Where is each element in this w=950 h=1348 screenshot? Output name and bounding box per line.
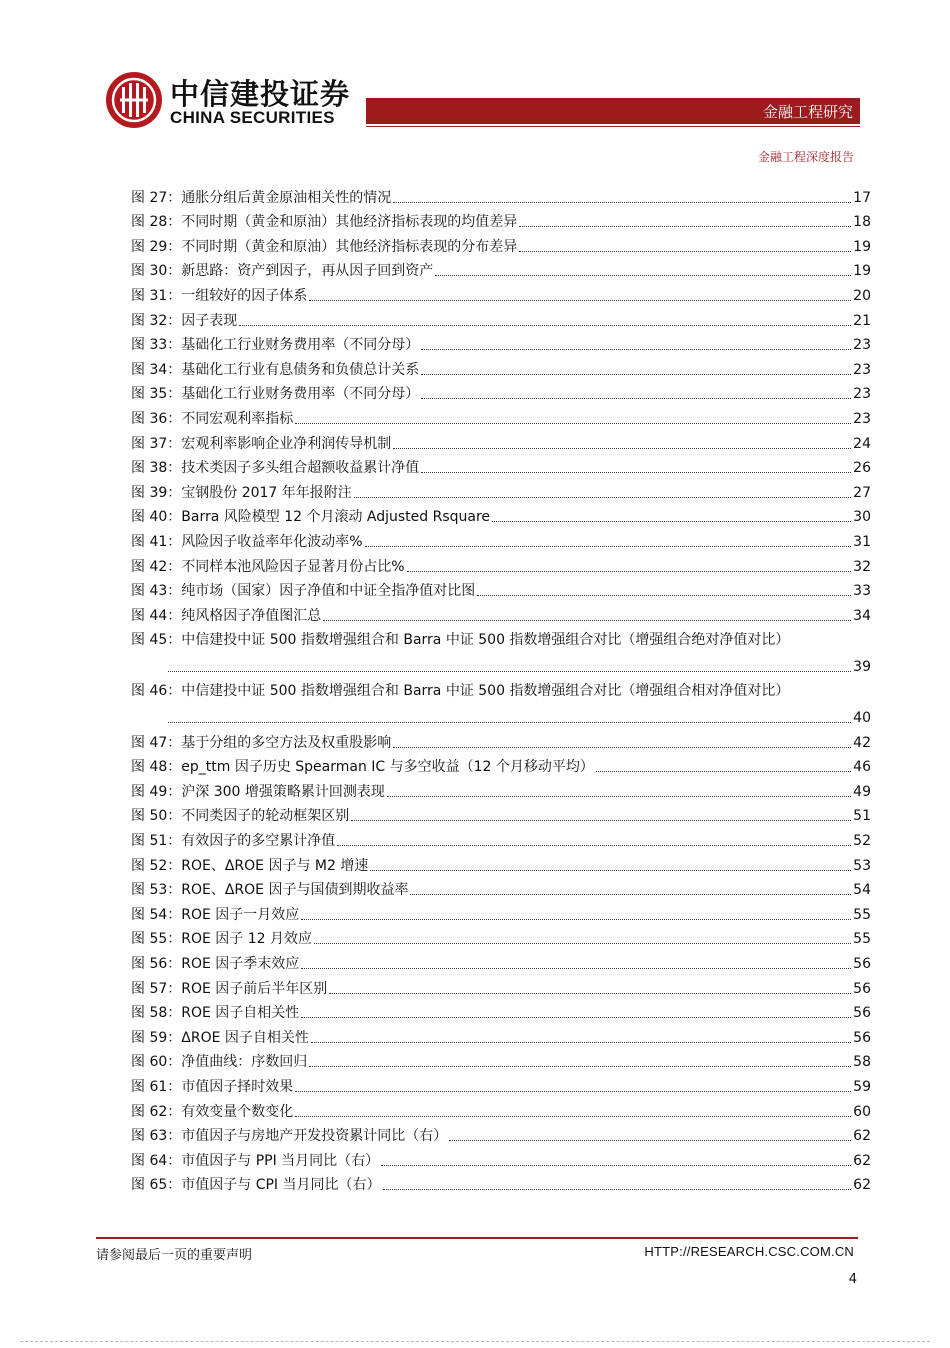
toc-entry-label: 图 64：市值因子与 PPI 当月同比（右）	[131, 1152, 380, 1169]
page-number: 4	[848, 1272, 857, 1287]
toc-entry-page: 21	[853, 312, 871, 329]
toc-entry-label: 图 63：市值因子与房地产开发投资累计同比（右）	[131, 1128, 448, 1145]
toc-entry-label: 图 30：新思路：资产到因子，再从因子回到资产	[131, 263, 434, 280]
leader-dots	[596, 771, 851, 772]
toc-entry[interactable]	[131, 1170, 871, 1195]
toc-entry[interactable]	[131, 1121, 871, 1146]
toc-entry-label: 图 60：净值曲线：序数回归	[131, 1054, 308, 1071]
toc-entry-label: 图 37：宏观利率影响企业净利润传导机制	[131, 435, 392, 452]
toc-entry[interactable]	[131, 182, 871, 207]
toc-entry-page: 53	[853, 857, 871, 874]
leader-dots	[301, 1017, 851, 1018]
toc-entry[interactable]	[131, 231, 871, 256]
toc-entry-label: 图 34：基础化工行业有息债务和负债总计关系	[131, 361, 420, 378]
toc-entry-page: 27	[853, 484, 871, 501]
toc-entry-page: 19	[853, 263, 871, 280]
leader-dots	[311, 1042, 851, 1043]
leader-dots	[477, 595, 851, 596]
disclaimer-note: 请参阅最后一页的重要声明	[96, 1248, 253, 1263]
toc-entry[interactable]	[131, 330, 871, 355]
toc-entry-label: 图 62：有效变量个数变化	[131, 1103, 294, 1120]
toc-entry-page: 17	[853, 189, 871, 206]
toc-entry[interactable]	[131, 899, 871, 924]
toc-entry[interactable]	[131, 305, 871, 330]
toc-entry[interactable]	[131, 924, 871, 949]
leader-dots	[329, 993, 851, 994]
toc-entry[interactable]	[131, 973, 871, 998]
toc-entry-page: 19	[853, 238, 871, 255]
figure-list	[131, 182, 871, 1194]
toc-entry-page: 55	[853, 906, 871, 923]
toc-entry[interactable]	[131, 403, 871, 428]
toc-entry-page: 23	[853, 337, 871, 354]
leader-dots	[421, 398, 851, 399]
toc-entry[interactable]	[131, 727, 871, 752]
leader-dots	[354, 497, 851, 498]
header-bar	[366, 98, 860, 124]
leader-dots	[393, 448, 851, 449]
toc-entry-label: 图 43：纯市场（国家）因子净值和中证全指净值对比图	[131, 583, 476, 600]
leader-dots	[337, 845, 851, 846]
page-edge	[20, 1341, 930, 1342]
toc-entry-label: 图 44：纯风格因子净值图汇总	[131, 607, 322, 624]
toc-entry-label: 图 56：ROE 因子季末效应	[131, 956, 300, 972]
leader-dots	[323, 620, 851, 621]
toc-entry-label: 图 39：宝钢股份 2017 年年报附注	[131, 484, 352, 501]
leader-dots	[168, 671, 851, 672]
toc-entry[interactable]	[131, 825, 871, 850]
company-logo	[104, 70, 164, 130]
report-type: 金融工程深度报告	[757, 150, 854, 164]
leader-dots	[168, 722, 851, 723]
section-label: 金融工程研究	[762, 103, 853, 121]
leader-dots	[301, 919, 851, 920]
toc-entry[interactable]	[131, 1047, 871, 1072]
toc-entry-page: 59	[853, 1078, 871, 1095]
leader-dots	[449, 1140, 851, 1141]
toc-entry-label: 图 27：通胀分组后黄金原油相关性的情况	[131, 189, 392, 206]
leader-dots	[421, 349, 851, 350]
leader-dots	[421, 374, 851, 375]
leader-dots	[295, 423, 851, 424]
toc-entry[interactable]	[131, 207, 871, 232]
toc-entry-page: 23	[853, 410, 871, 427]
toc-entry-page: 24	[853, 435, 871, 452]
toc-entry[interactable]	[131, 625, 871, 650]
leader-dots	[351, 820, 851, 821]
citic-logo-icon	[104, 70, 164, 130]
leader-dots	[370, 870, 851, 871]
toc-entry-page: 40	[853, 710, 871, 727]
toc-entry-page: 46	[853, 759, 871, 776]
toc-entry-page: 20	[853, 287, 871, 304]
toc-entry-label: 图 53：ROE、ΔROE 因子与国债到期收益率	[131, 882, 409, 899]
toc-entry[interactable]	[131, 1022, 871, 1047]
toc-entry-label: 图 58：ROE 因子自相关性	[131, 1005, 300, 1022]
toc-entry[interactable]	[131, 998, 871, 1023]
toc-entry[interactable]	[131, 354, 871, 379]
toc-entry[interactable]	[131, 477, 871, 502]
leader-dots	[393, 747, 851, 748]
toc-entry-page: 32	[853, 558, 871, 575]
toc-entry-page: 58	[853, 1054, 871, 1071]
footer-divider	[96, 1237, 858, 1239]
toc-entry-page: 42	[853, 734, 871, 751]
toc-entry[interactable]	[131, 502, 871, 527]
leader-dots	[301, 968, 851, 969]
toc-entry-page: 33	[853, 583, 871, 600]
leader-dots	[407, 571, 852, 572]
leader-dots	[435, 275, 851, 276]
toc-entry[interactable]	[131, 551, 871, 576]
toc-entry[interactable]	[131, 256, 871, 281]
toc-entry-label: 图 61：市值因子择时效果	[131, 1078, 294, 1095]
toc-entry[interactable]	[131, 600, 871, 625]
header-divider	[366, 126, 860, 127]
leader-dots	[421, 472, 851, 473]
toc-entry-page: 60	[853, 1103, 871, 1120]
toc-entry-label: 图 33：基础化工行业财务费用率（不同分母）	[131, 337, 420, 354]
toc-entry-label: 图 65：市值因子与 CPI 当月同比（右）	[131, 1177, 381, 1194]
leader-dots	[309, 1066, 851, 1067]
brand-name-en: CHINA SECURITIES	[170, 108, 335, 127]
toc-entry-label: 图 47：基于分组的多空方法及权重股影响	[131, 734, 392, 751]
toc-entry[interactable]	[131, 1071, 871, 1096]
leader-dots	[410, 894, 851, 895]
toc-entry[interactable]	[131, 752, 871, 777]
toc-entry-page: 56	[853, 1029, 871, 1046]
toc-entry[interactable]	[131, 948, 871, 973]
toc-entry-label: 图 32：因子表现	[131, 312, 238, 329]
toc-entry-label: 图 28：不同时期（黄金和原油）其他经济指标表现的均值差异	[131, 214, 518, 231]
toc-entry-label: 图 36：不同宏观利率指标	[131, 410, 294, 427]
brand-name-cn: 中信建投证券	[170, 77, 351, 111]
leader-dots	[393, 202, 851, 203]
toc-entry[interactable]	[131, 875, 871, 900]
toc-entry-label: 图 35：基础化工行业财务费用率（不同分母）	[131, 386, 420, 403]
toc-entry-page: 26	[853, 460, 871, 477]
toc-entry[interactable]	[131, 379, 871, 404]
toc-entry-page: 31	[853, 533, 871, 550]
toc-entry[interactable]	[131, 850, 871, 875]
toc-entry-page: 62	[853, 1152, 871, 1169]
toc-entry-page: 52	[853, 833, 871, 850]
leader-dots	[492, 521, 851, 522]
leader-dots	[387, 796, 851, 797]
toc-entry-label: 图 48：ep_ttm 因子历史 Spearman IC 与多空收益（12 个月移动平均）	[131, 759, 594, 776]
leader-dots	[309, 300, 851, 301]
toc-entry[interactable]	[131, 801, 871, 826]
toc-entry[interactable]	[131, 1096, 871, 1121]
toc-entry-continuation[interactable]	[131, 700, 871, 727]
toc-entry-label: 图 57：ROE 因子前后半年区别	[131, 980, 328, 997]
toc-entry-label: 图 54：ROE 因子一月效应	[131, 906, 300, 923]
toc-entry-label: 图 40：Barra 风险模型 12 个月滚动 Adjusted Rsquare	[131, 509, 491, 526]
toc-entry-page: 62	[853, 1177, 871, 1194]
leader-dots	[314, 943, 851, 944]
leader-dots	[381, 1165, 851, 1166]
leader-dots	[383, 1189, 852, 1190]
toc-entry[interactable]	[131, 776, 871, 801]
toc-entry-page: 34	[853, 607, 871, 624]
toc-entry-continuation[interactable]	[131, 649, 871, 676]
toc-entry-label: 图 49：沪深 300 增强策略累计回测表现	[131, 783, 385, 800]
toc-entry-label: 图 42：不同样本池风险因子显著月份占比%	[131, 558, 405, 575]
toc-entry-label: 图 29：不同时期（黄金和原油）其他经济指标表现的分布差异	[131, 238, 518, 255]
website-link[interactable]: HTTP://RESEARCH.CSC.COM.CN	[644, 1244, 854, 1259]
toc-entry[interactable]	[131, 428, 871, 453]
toc-entry-label: 图 41：风险因子收益率年化波动率%	[131, 533, 363, 550]
toc-entry-label: 图 50：不同类因子的轮动框架区别	[131, 808, 350, 825]
leader-dots	[295, 1091, 851, 1092]
leader-dots	[519, 226, 851, 227]
toc-entry-label: 图 45：中信建投中证 500 指数增强组合和 Barra 中证 500 指数增强组合对比（增强组合绝对净值对比）	[131, 632, 790, 649]
toc-entry-page: 30	[853, 509, 871, 526]
toc-entry-label: 图 51：有效因子的多空累计净值	[131, 833, 336, 850]
toc-entry[interactable]	[131, 526, 871, 551]
toc-entry-label: 图 38：技术类因子多头组合超额收益累计净值	[131, 460, 420, 477]
toc-entry-page: 49	[853, 783, 871, 800]
leader-dots	[295, 1116, 851, 1117]
toc-entry-page: 51	[853, 808, 871, 825]
toc-entry-page: 56	[853, 980, 871, 997]
leader-dots	[519, 251, 851, 252]
toc-entry-page: 55	[853, 931, 871, 948]
leader-dots	[239, 325, 851, 326]
toc-entry-label: 图 31：一组较好的因子体系	[131, 287, 308, 304]
toc-entry-page: 56	[853, 956, 871, 972]
toc-entry-page: 23	[853, 361, 871, 378]
toc-entry-label: 图 46：中信建投中证 500 指数增强组合和 Barra 中证 500 指数增强组合对比（增强组合相对净值对比）	[131, 683, 790, 700]
toc-entry-page: 39	[853, 658, 871, 675]
toc-entry-page: 62	[853, 1128, 871, 1145]
toc-entry-page: 23	[853, 386, 871, 403]
toc-entry[interactable]	[131, 676, 871, 701]
toc-entry-page: 56	[853, 1005, 871, 1022]
leader-dots	[365, 546, 852, 547]
toc-entry-label: 图 59：ΔROE 因子自相关性	[131, 1029, 309, 1046]
toc-entry-label: 图 55：ROE 因子 12 月效应	[131, 931, 313, 948]
toc-entry[interactable]	[131, 576, 871, 601]
toc-entry-page: 54	[853, 882, 871, 899]
toc-entry-label: 图 52：ROE、ΔROE 因子与 M2 增速	[131, 857, 369, 874]
toc-entry-page: 18	[853, 214, 871, 231]
toc-entry[interactable]	[131, 453, 871, 478]
toc-entry[interactable]	[131, 280, 871, 305]
toc-entry[interactable]	[131, 1145, 871, 1170]
